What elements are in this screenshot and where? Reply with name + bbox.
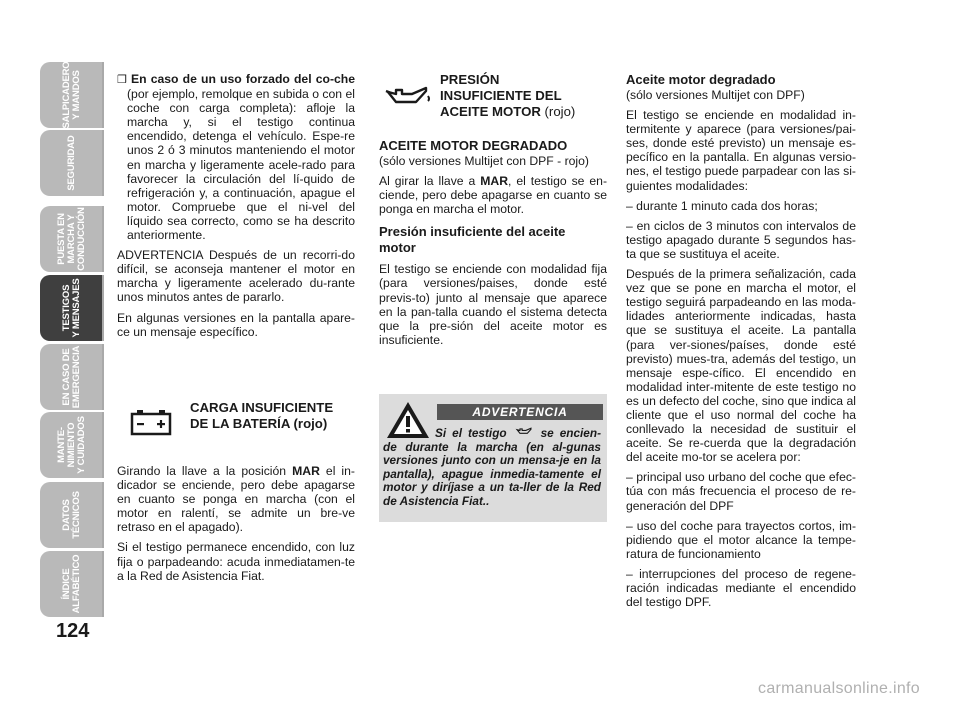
tab-label: SALPICADERO Y MANDOS (61, 61, 82, 129)
tab-label: PUESTA EN MARCHA Y CONDUCCIÓN (56, 207, 87, 271)
paragraph-7: – interrupciones del proceso de regene-ración indicadas mediante el encendido del testigo DPF. (626, 566, 856, 610)
tab-label: DATOS TÉCNICOS (61, 491, 82, 539)
text: Si el testigo (435, 426, 513, 440)
paragraph-1: El testigo se enciende en modalidad in-termitente y aparece (para versiones/pai-ses, donde esté previsto) un mensaje es-pecífico en la pantalla. En algunas versio-nes, el testigo puede parpadear con las si-guientes modalidades: (626, 108, 856, 193)
heading-line: motor (379, 240, 416, 256)
title-line: INSUFICIENTE DEL (440, 88, 562, 103)
degraded-sub: (sólo versiones Multijet con DPF - rojo) (379, 154, 589, 168)
title-color: (rojo) (540, 104, 576, 119)
column-left (117, 72, 355, 345)
tab-emergencia[interactable] (40, 344, 104, 410)
paragraph-3: – en ciclos de 3 minutos con intervalos de testigo apagado durante 5 segundos has-ta que se sustituya el aceite. (626, 218, 856, 261)
tab-testigos[interactable] (40, 275, 104, 341)
tab-seguridad[interactable] (40, 130, 104, 196)
pressure-paragraph: El testigo se enciende con modalidad fija (para versiones/paises, donde esté previs-to) junto al mensaje que aparece en la pan-talla cuando el sistema detecta que la pre-sión del aceite motor es insuficiente. (379, 262, 607, 347)
text: , el testigo se en-ciende, pero debe apagarse en cuanto se ponga en marcha el motor. (379, 174, 608, 217)
text: Girando la llave a la posición (117, 464, 293, 478)
watermark: carmanualsonline.info (758, 680, 920, 697)
title-line: PRESIÓN (440, 72, 500, 87)
warning-text (383, 426, 601, 508)
pressure-heading (379, 224, 607, 256)
page-number: 124 (56, 620, 90, 642)
tab-indice[interactable] (40, 551, 104, 617)
battery-title-line: DE LA BATERÍA (rojo) (190, 416, 328, 431)
tab-puesta-en-marcha[interactable] (40, 206, 104, 272)
battery-title (190, 400, 333, 432)
degraded-paragraph (379, 174, 607, 216)
tab-label: MANTE- NIMIENTO Y CUIDADOS (56, 416, 87, 474)
title-line (440, 104, 575, 120)
key-position: MAR (292, 464, 320, 478)
tab-label: SEGURIDAD (66, 135, 77, 191)
warning-banner: ADVERTENCIA (437, 404, 603, 420)
paragraph-4: Después de la primera señalización, cada vez que se pone en marcha el motor, el testigo seguirá parpadeando en las moda-lidades anteriormente indicadas, hasta que se sustituya el aceite. La pantalla (para ver-siones/países, donde esté previsto) mues-tra, además del testigo, un mensaje espe-cífico. El encendido en modalidad inter-mitente de este testigo no es un defecto del coche, sino que indica al cliente que el uso normal del coche ha conllevado la necesidad de sustituir el aceite. Se re-cuerda que la degradación del aceite mo-tor se acelera por: (626, 267, 856, 465)
warning-box (379, 394, 607, 522)
paragraph-2: – durante 1 minuto cada dos horas; (626, 198, 818, 213)
degraded-heading-right: Aceite motor degradado (626, 72, 776, 87)
bullet-paragraph (117, 72, 355, 242)
paragraph-5: – principal uso urbano del coche que efec-túa con más frecuencia el proceso de re-generación del DPF (626, 470, 856, 513)
tab-label: ÍNDICE ALFABÉTICO (61, 554, 82, 614)
degraded-heading: ACEITE MOTOR DEGRADADO (379, 138, 568, 153)
message-note: En algunas versiones en la pantalla apare-ce un mensaje específico. (117, 310, 355, 339)
column-right (626, 72, 856, 615)
battery-paragraph-2: Si el testigo permanece encendido, con luz fija o parpadeando: acuda inmediatamen-te a la Red de Asistencia Fiat. (117, 540, 355, 583)
oil-pressure-title (440, 72, 575, 120)
tab-datos-tecnicos[interactable] (40, 482, 104, 548)
title-text: ACEITE MOTOR (440, 104, 541, 119)
text: se encien-de durante la marcha (en al-gunas versiones junto con un mensa-je en la pantalla), apague inmedia-tamente el motor y diríjase a un ta-ller de la Red de Asistencia Fiat.. (383, 426, 601, 508)
tab-label: EN CASO DE EMERGENCIA (61, 345, 82, 409)
paragraph-6: – uso del coche para trayectos cortos, im-pidiendo que el motor alcance la tempe-ratura de funcionamiento (626, 518, 856, 561)
text: Al girar la llave a (379, 174, 481, 189)
battery-paragraph-1 (117, 464, 355, 534)
column-middle (379, 138, 607, 353)
advertencia-paragraph: ADVERTENCIA Después de un recorri-do difícil, se aconseja mantener el motor en marcha y ligeramente acelerado du-rante unos minutos antes de pararlo. (117, 248, 355, 305)
heading-line: Presión insuficiente del aceite (379, 224, 566, 240)
tab-mantenimiento[interactable] (40, 412, 104, 478)
degraded-sub-right: (sólo versiones Multijet con DPF) (626, 88, 805, 102)
battery-body (117, 464, 355, 589)
oil-can-icon (382, 82, 432, 118)
oil-can-inline-icon (513, 426, 535, 440)
battery-icon (128, 406, 178, 442)
checkbox-bullet-icon: ❒ (117, 74, 127, 86)
tab-salpicadero[interactable] (40, 62, 104, 128)
bullet-lead: En caso de un uso forzado del co-che (131, 72, 355, 86)
bullet-text: (por ejemplo, remolque en subida o con el coche con carga completa): afloje la marcha y, si el testigo continua encendido, detenga el vehículo. Espe-re unos 2 ó 3 minutos manteniendo el motor en marcha y ligeramente acele-rado para favorecer la circulación del lí-quido de refrigeración y, a continuación, apague el motor. Compruebe que el ni-vel del líquido sea correcto, como se ha descrito anteriormente. (127, 87, 355, 243)
tab-label: TESTIGOS Y MENSAJES (61, 278, 82, 338)
key-position: MAR (480, 174, 508, 189)
text: el in-dicador se enciende, pero debe apagarse en cuanto se ponga en marcha (con el motor en ralentí, se admite un bre-ve retraso en el apagado). (117, 464, 355, 535)
battery-title-line: CARGA INSUFICIENTE (190, 400, 334, 415)
